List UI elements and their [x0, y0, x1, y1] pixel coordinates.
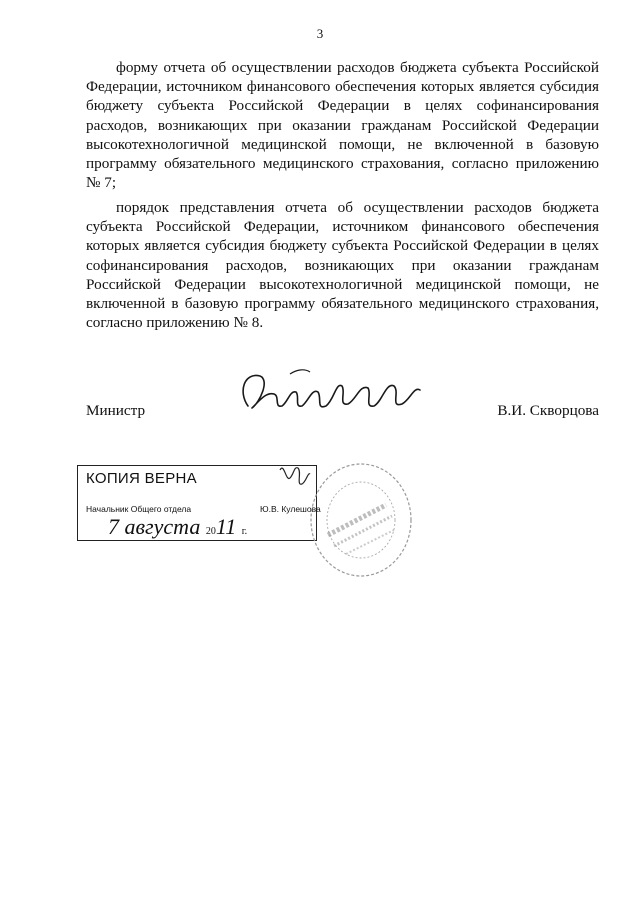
stamp-date-year-suffix: 11: [215, 514, 237, 539]
paragraph-report-form: форму отчета об осуществлении расходов бюджета субъекта Российской Федерации, источником финансового обеспечения которых является субсидия бюджету субъекта Российской Федерации в целях софинансирования расходов, возникающих при оказании гражданам Российской Федерации высокотехнологичной медицинской помощи, не включенной в базовую программу обязательного медицинского страхования, согласно приложению № 7;: [86, 59, 599, 192]
stamp-department-head: Начальник Общего отдела: [86, 504, 192, 514]
signature-name: В.И. Скворцова: [497, 402, 599, 419]
official-seal: [306, 460, 416, 580]
stamp-date-year-prefix: 20: [205, 526, 216, 537]
stamp-person: Ю.В. Кулешова: [260, 504, 321, 514]
handwritten-signature: [230, 362, 430, 422]
page-number: 3: [316, 26, 324, 41]
stamp-title: КОПИЯ ВЕРНА: [86, 470, 197, 487]
stamp-date-day: 7: [108, 514, 119, 539]
stamp-date-month: августа: [124, 514, 201, 539]
stamp-date: [108, 514, 247, 540]
copy-certified-stamp: [77, 465, 321, 541]
signature-position: Министр: [86, 402, 146, 419]
paragraph-report-procedure: порядок представления отчета об осуществлении расходов бюджета субъекта Российской Федерации, источником финансового обеспечения которых является субсидия бюджету субъекта Российской Федерации в целях софинансирования расходов, возникающих при оказании гражданам Российской Федерации высокотехнологичной медицинской помощи, не включенной в базовую программу обязательного медицинского страхования, согласно приложению № 8.: [86, 199, 599, 332]
stamp-date-suffix: г.: [241, 526, 248, 537]
